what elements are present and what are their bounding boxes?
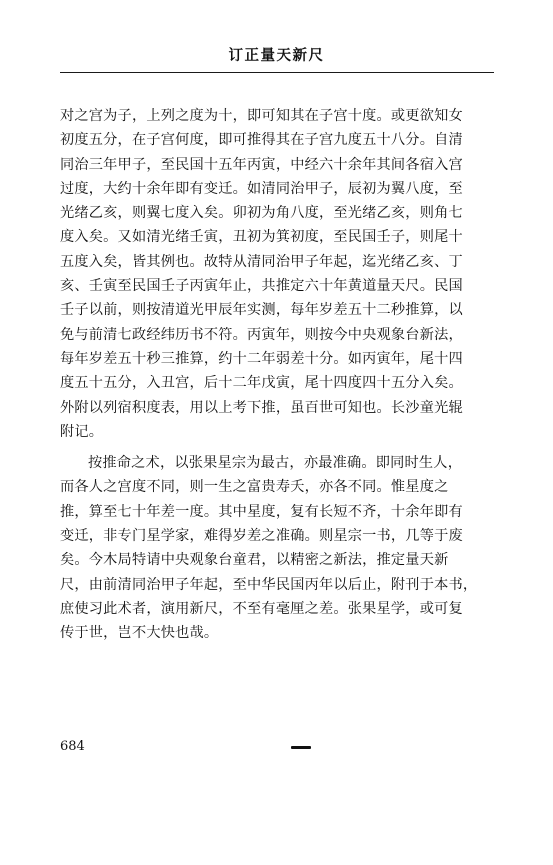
- text-line: 同治三年甲子，至民国十五年丙寅，中经六十余年其间各宿入宫: [60, 156, 463, 173]
- text-line: 度入矣。又如清光绪壬寅，丑初为箕初度，至民国壬子，则尾十: [60, 229, 463, 246]
- page-number: 684: [60, 739, 85, 754]
- text-line: 过度，大约十余年即有变迁。如清同治甲子，辰初为翼八度，至: [60, 180, 463, 197]
- text-line: 五度入矣，皆其例也。故特从清同治甲子年起，迄光绪乙亥、丁: [60, 253, 463, 270]
- text-line: 壬子以前，则按清道光甲辰年实测，每年岁差五十二秒推算，以: [60, 302, 463, 319]
- paragraph: [60, 104, 498, 444]
- text-line: 变迁，非专门星学家，难得岁差之准确。则星宗一书，几等于废: [60, 528, 463, 545]
- running-header-title: 订正量天新尺: [228, 47, 325, 64]
- text-line: 免与前清七政经纬历书不符。丙寅年，则按今中央观象台新法，: [60, 326, 463, 343]
- text-line: 度五十五分，入丑宫，后十二年戊寅，尾十四度四十五分入矣。: [60, 375, 463, 392]
- text-line: 对之宫为子，上列之度为十，即可知其在子宫十度。或更欲知女: [60, 108, 463, 124]
- text-line: 每年岁差五十秒三推算，约十二年弱差十分。如丙寅年，尾十四: [60, 350, 463, 367]
- text-line: 传于世，岂不大快也哉。: [60, 625, 219, 642]
- text-line: 按推命之术，以张果星宗为最古，亦最准确。即同时生人，: [88, 455, 463, 472]
- dash-mark: [291, 746, 311, 749]
- text-line: 亥、壬寅至民国壬子丙寅年止，共推定六十年黄道量天尺。民国: [60, 278, 463, 295]
- text-line: 尺，由前清同治甲子年起，至中华民国丙年以后止，附刊于本书，: [60, 576, 478, 593]
- paragraph-gap: [60, 444, 498, 451]
- body-text: [60, 104, 498, 646]
- text-line: 外附以列宿积度表，用以上考下推，虽百世可知也。长沙童光辊: [60, 399, 463, 416]
- text-line: 推，算至七十年差一度。其中星度，复有长短不齐，十余年即有: [60, 503, 463, 520]
- paragraph: [60, 451, 498, 645]
- text-line: 庶使习此术者，演用新尺，不至有毫厘之差。张果星学，或可复: [60, 600, 463, 617]
- text-line: 矣。今木局特请中央观象台童君，以精密之新法，推定量天新: [60, 552, 449, 569]
- text-line: 而各人之宫度不同，则一生之富贵寿夭，亦各不同。惟星度之: [60, 479, 449, 496]
- text-line: 附记。: [60, 423, 104, 440]
- header-rule: [60, 72, 494, 73]
- text-line: 初度五分，在子宫何度，即可推得其在子宫九度五十八分。自清: [60, 132, 463, 149]
- text-line: 光绪乙亥，则翼七度入矣。卯初为角八度，至光绪乙亥，则角七: [60, 205, 463, 222]
